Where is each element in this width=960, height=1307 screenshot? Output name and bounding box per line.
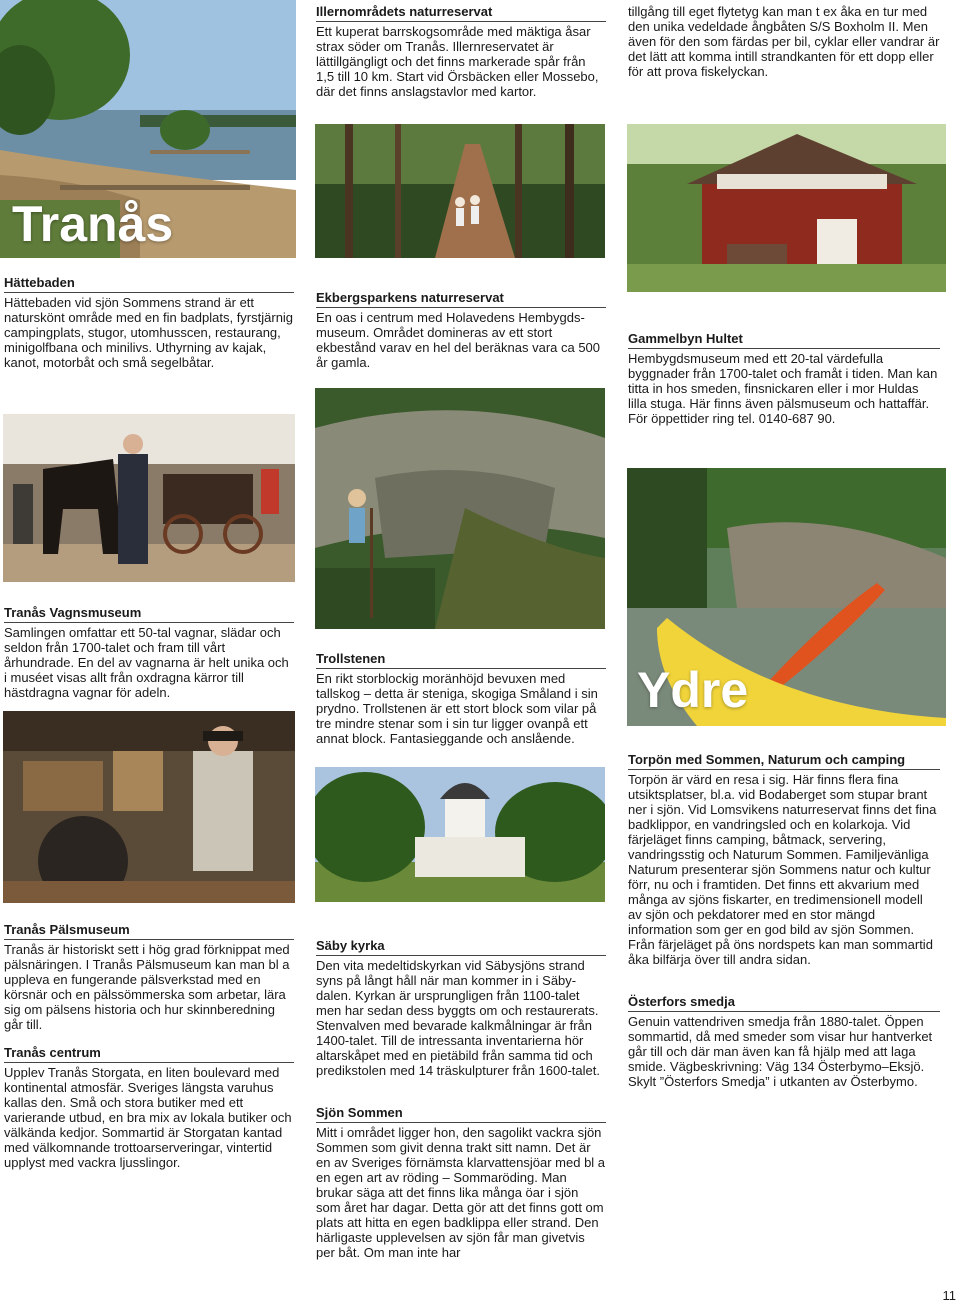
boxholm-text	[628, 4, 940, 79]
ekbergsparken-section	[316, 290, 606, 370]
vagnsmuseum-section	[4, 605, 294, 700]
torpon-section	[628, 752, 940, 967]
section-text: Samlingen omfattar ett 50-tal vagnar, slädar och seldon från 1700-talet och fram till vårt århundrade. En del av vagnarna är helt unika och i muséet visas allt från oxdragna kärror till hästdragna vagnar för adeln.	[4, 625, 289, 700]
palsmuseum-section	[4, 922, 294, 1032]
section-heading: Torpön med Sommen, Naturum och camping	[628, 752, 940, 770]
section-heading: Österfors smedja	[628, 994, 940, 1012]
section-heading: Tranås centrum	[4, 1045, 294, 1063]
section-text: Hättebaden vid sjön Sommens strand är ett naturskönt område med en fin badplats, fyrstjärnig campingplats, stugor, utomhusscen, restaurang, minigolfbana och minilivs. Uthyrning av kajak, kanot, motorbåt och små segelbåtar.	[4, 295, 294, 370]
section-heading: Sjön Sommen	[316, 1105, 606, 1123]
section-text: Ett kuperat barrskogsområde med mäktiga åsar strax söder om Tranås. Illernreservatet är lättillgängligt och det finns markerade spår från 1,5 till 10 km. Start vid Örsbäcken eller Mossebo, där det finns anslagstavlor med kartor.	[316, 24, 599, 99]
saby-section	[316, 938, 606, 1078]
trollstenen-rock-photo	[315, 388, 605, 629]
gammelbyn-section	[628, 331, 940, 426]
centrum-section	[4, 1045, 294, 1170]
illernreservat-section	[316, 4, 606, 99]
ydre-overlay-title: Ydre	[637, 662, 749, 718]
hattebaden-section	[4, 275, 294, 370]
red-cabin-photo	[627, 124, 946, 292]
trollstenen-section	[316, 651, 606, 746]
forest-path-photo	[315, 124, 605, 258]
horses-carriage-photo	[3, 414, 295, 582]
furrier-workshop-photo	[3, 711, 295, 903]
section-text: Torpön är värd en resa i sig. Här finns flera fina utsiktsplatser, bl.a. vid Bodaberget som stupar brant ner i sjön. Vid Lomsvikens naturreservat finns det fina badklippor, en vandringsled och en kolarkoja. Vid färjeläget finns camping, båtmack, servering, vandringsstig och Naturum Sommen. Familjevänliga Naturum presenterar sjön Sommens natur och kultur förr, nu och i framtiden. Det finns ett akvarium med många av sjöns fiskarter, en tredimensionell modell av sjön och pekdatorer med en stor mängd information som ger en god bild av sjön Sommen. Från färjeläget på öns nordspets kan man sommartid åka bilfärja över till andra sidan.	[628, 772, 937, 967]
section-text: Hembygdsmuseum med ett 20-tal värdefulla byggnader från 1700-talet och framåt i tiden. Man kan titta in hos smeden, finsnickaren eller i mor Huldas lilla stuga. Här finns även pälsmuseum och hattaffär. För öppettider ring tel. 0140-687 90.	[628, 351, 938, 426]
section-text: tillgång till eget flytetyg kan man t ex åka en tur med den unika vedeldade ångbåten S/S Boxholm II. Men även för den som färdas per bil, cyklar eller vandrar är det lätt att komma intill strandkanten för ett dopp eller för att prova fiskelyckan.	[628, 4, 940, 79]
section-heading: Tranås Pälsmuseum	[4, 922, 294, 940]
section-text: Tranås är historiskt sett i hög grad förknippat med pälsnäringen. I Tranås Pälsmuseum kan man bl a uppleva en fungerande pälsverkstad med en körsnär och en pälssömmerska som arbetar, lära sig om pälsens historia och hur skinnberedning går till.	[4, 942, 290, 1032]
section-heading: Säby kyrka	[316, 938, 606, 956]
section-text: Upplev Tranås Storgata, en liten boulevard med kontinental atmosfär. Sveriges längsta varuhus kallas den. Små och stora butiker med ett varierande utbud, en bra mix av lokala butiker och välkända kedjor. Sommartid är Storgatan kantad med välkomnande trottoarserveringar, vintertid upplyst med vackra ljusslingor.	[4, 1065, 292, 1170]
tranas-overlay-title: Tranås	[12, 196, 174, 252]
section-heading: Gammelbyn Hultet	[628, 331, 940, 349]
section-text: En rikt storblockig moränhöjd bevuxen med tallskog – detta är steniga, skogiga Småland i sin prydno. Trollstenen är ett stort block som vilar på tre mindre stenar som i sin tur ligger ovanpå ett annat block. Fantasieggande och anslående.	[316, 671, 598, 746]
page-number: 11	[942, 1288, 956, 1303]
section-heading: Illernområdets naturreservat	[316, 4, 606, 22]
church-photo	[315, 767, 605, 902]
sommen-section	[316, 1105, 606, 1260]
section-heading: Hättebaden	[4, 275, 294, 293]
section-heading: Trollstenen	[316, 651, 606, 669]
section-text: Den vita medeltidskyrkan vid Säbysjöns strand syns på långt håll när man kommer in i Säbydalen. Kyrkan är ursprungligen från 1100-talet men har sedan dess byggts om och restaurerats. Stenvalven med bevarade kalkmålningar är från 1400-talet. Till de intressanta inventarierna hör altarskåpet med en pietäbild från samma tid och predikstolen med 14 träskulpturer från 1600-talet.	[316, 958, 600, 1078]
section-text: Mitt i området ligger hon, den sagolikt vackra sjön Sommen som givit denna trakt sitt namn. Det är en av Sveriges förnämsta klarvattensjöar med bl a en egen art av röding – Sommaröding. Man brukar säga att det finns lika många öar i sjön som året har dagar. Detta gör att det finns gott om plats att hitta en egen badklippa eller strand. Den härligaste upplevelsen av sjön får man givetvis per båt. Om man inte har	[316, 1125, 606, 1260]
osterfors-section	[628, 994, 940, 1089]
section-text: En oas i centrum med Holavedens Hembygdsmuseum. Området domineras av ett stort ekbestånd varav en hel del beräknas vara ca 500 år gamla.	[316, 310, 601, 370]
section-text: Genuin vattendriven smedja från 1880-talet. Öppen sommartid, då med smeder som visar hur hantverket går till och där man även kan få hjälp med att laga smide. Vägbeskrivning: Väg 134 Österbymo–Eksjö. Skylt ”Österfors Smedja” i utkanten av Österbymo.	[628, 1014, 933, 1089]
section-heading: Tranås Vagnsmuseum	[4, 605, 294, 623]
section-heading: Ekbergsparkens naturreservat	[316, 290, 606, 308]
